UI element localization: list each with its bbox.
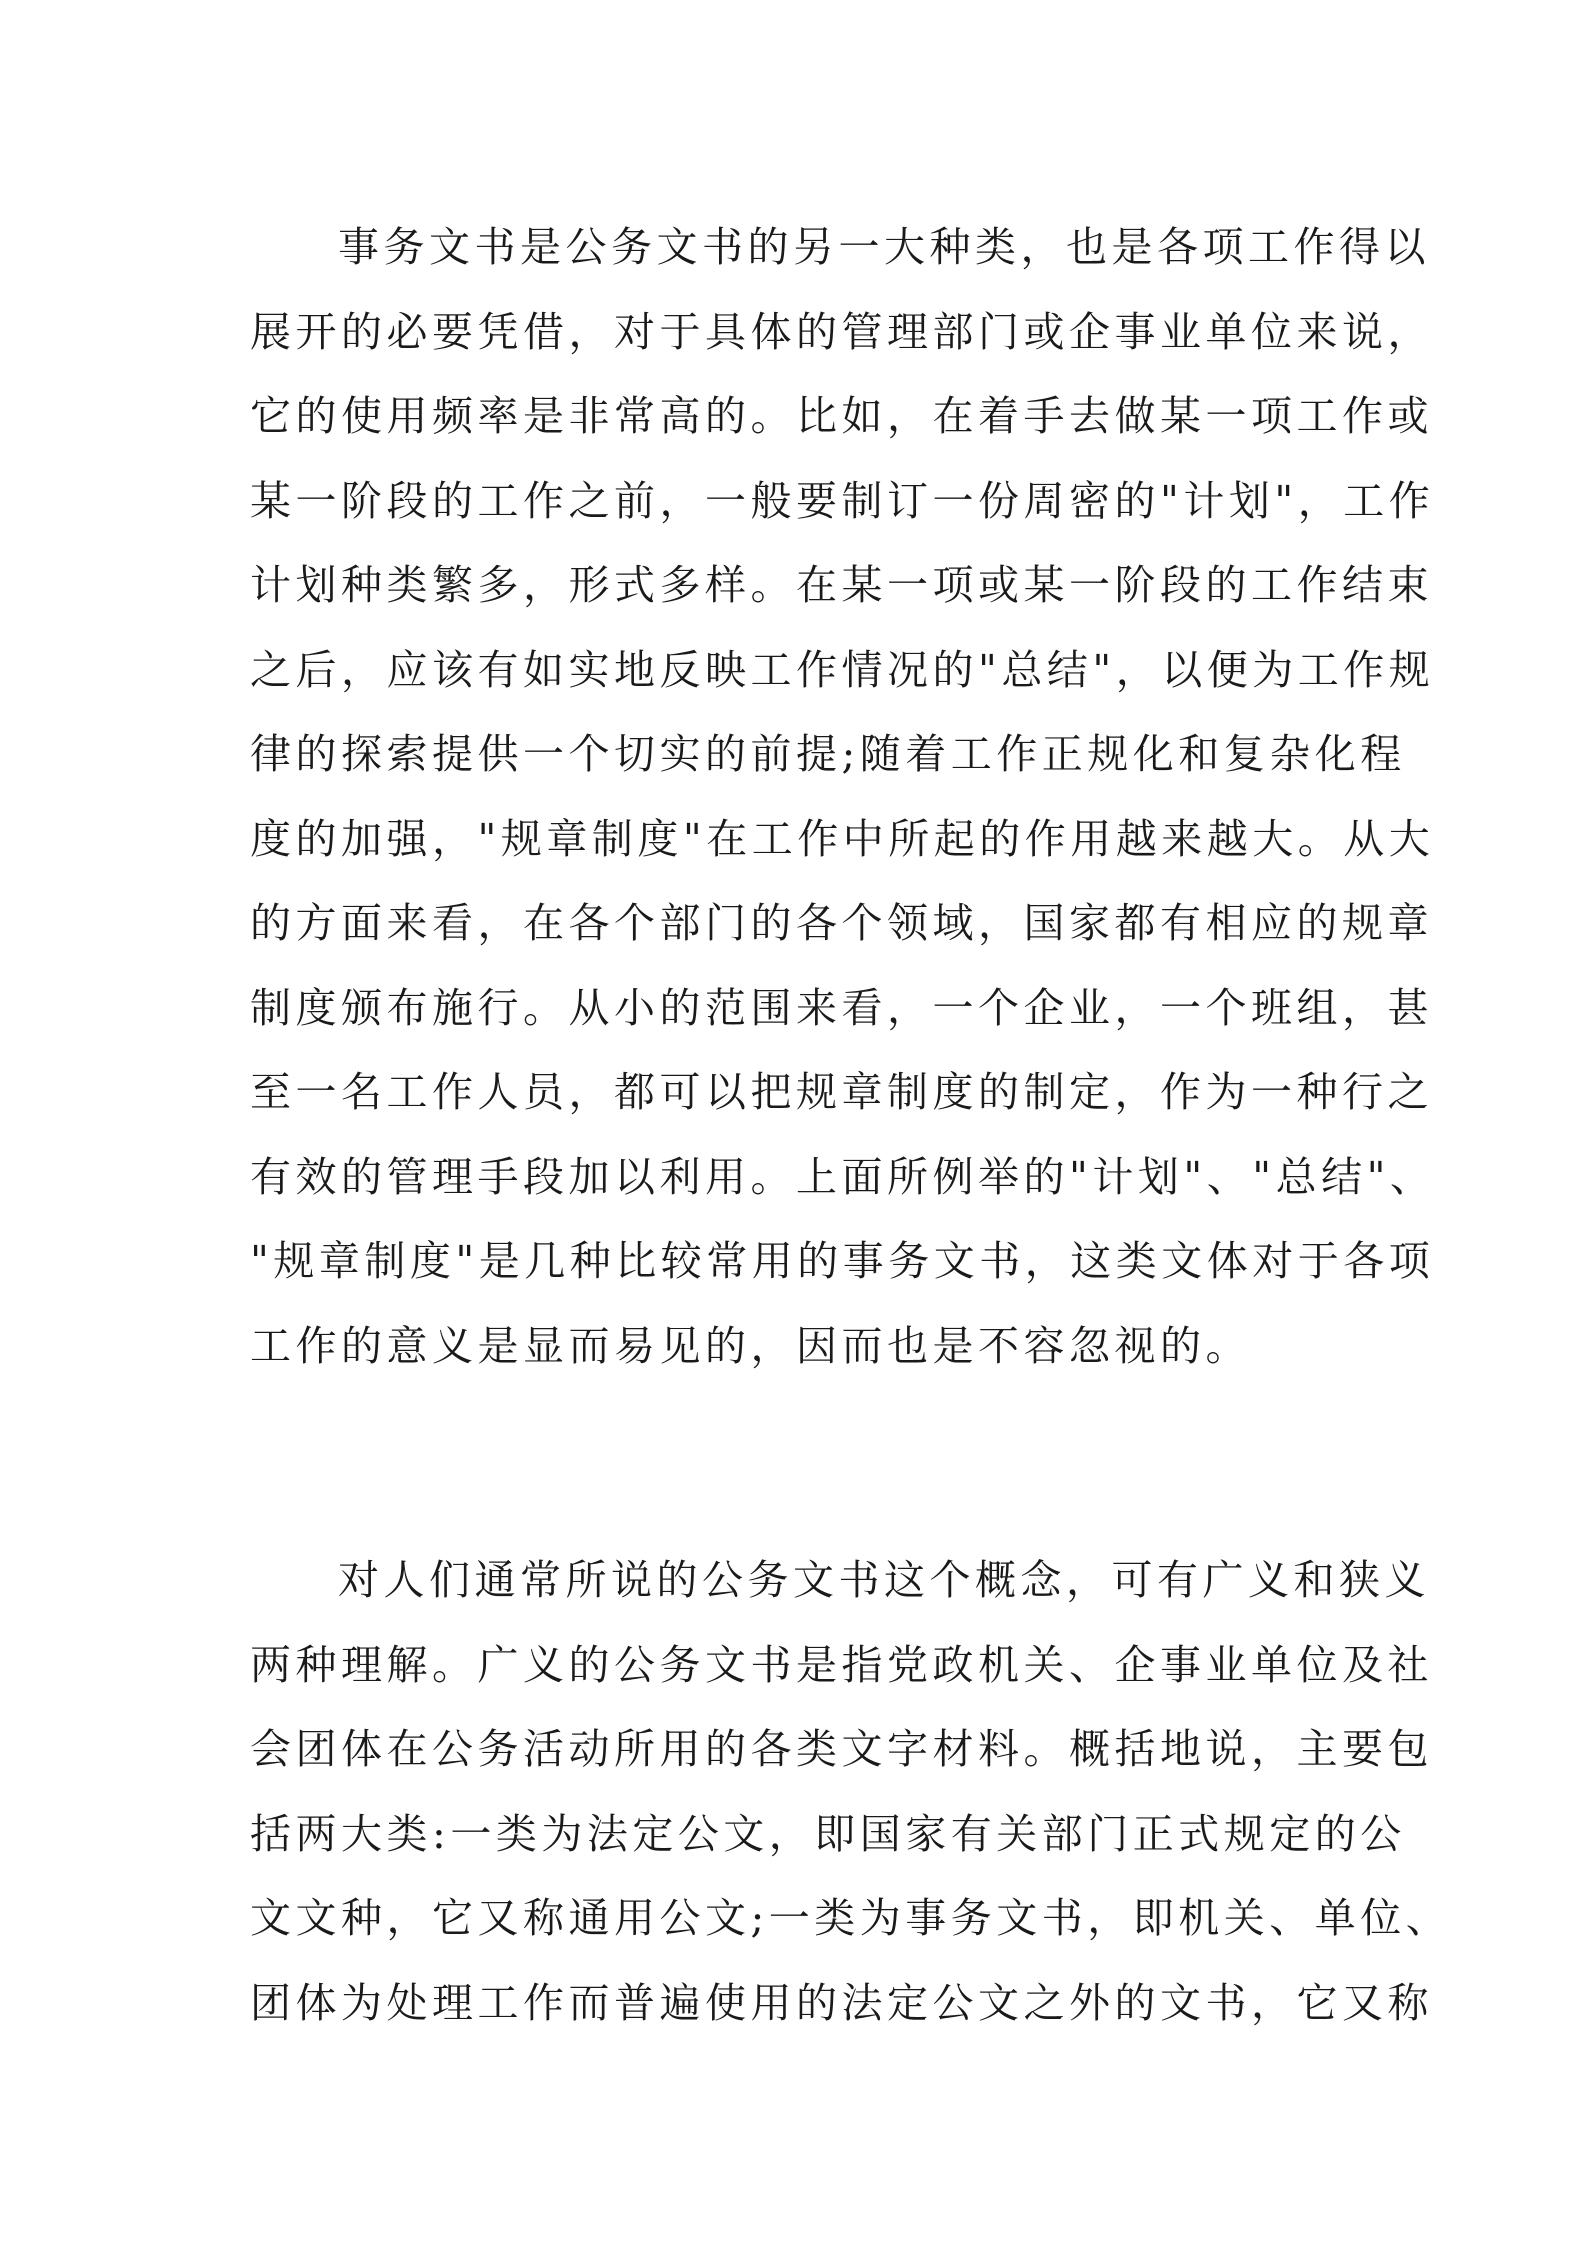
text-line: 文文种，它又称通用公文;一类为事务文书，即机关、单位、	[250, 1894, 1452, 1942]
text-line: 会团体在公务活动所用的各类文字材料。概括地说，主要包	[250, 1725, 1433, 1773]
text-line: 度的加强，"规章制度"在工作中所起的作用越来越大。从大	[250, 814, 1435, 863]
text-line: 有效的管理手段加以利用。上面所例举的"计划"、"总结"、	[250, 1152, 1436, 1201]
text-line: 的方面来看，在各个部门的各个领域，国家都有相应的规章	[250, 899, 1433, 947]
text-line: 两种理解。广义的公务文书是指党政机关、企事业单位及社	[250, 1640, 1433, 1689]
text-line: 团体为处理工作而普遍使用的法定公文之外的文书，它又称	[250, 1978, 1433, 2027]
text-line: 对人们通常所说的公务文书这个概念，可有广义和狭义	[338, 1556, 1430, 1604]
text-line: 制度颁布施行。从小的范围来看，一个企业，一个班组，甚	[250, 983, 1433, 1032]
text-line: 至一名工作人员，都可以把规章制度的制定，作为一种行之	[250, 1068, 1433, 1116]
paragraph-1	[250, 205, 1436, 1388]
paragraph-2	[250, 1538, 1452, 2045]
text-line: 计划种类繁多，形式多样。在某一项或某一阶段的工作结束	[250, 561, 1433, 609]
text-line: 律的探索提供一个切实的前提;随着工作正规化和复杂化程	[250, 730, 1406, 778]
text-line: 展开的必要凭借，对于具体的管理部门或企事业单位来说，	[250, 307, 1433, 356]
text-line: 工作的意义是显而易见的，因而也是不容忽视的。	[250, 1321, 1251, 1370]
text-line: 之后，应该有如实地反映工作情况的"总结"，以便为工作规	[250, 645, 1435, 694]
text-line: "规章制度"是几种比较常用的事务文书，这类文体对于各项	[250, 1237, 1435, 1285]
text-line: 它的使用频率是非常高的。比如，在着手去做某一项工作或	[250, 392, 1433, 440]
text-line: 某一阶段的工作之前，一般要制订一份周密的"计划"，工作	[250, 476, 1435, 525]
text-line: 括两大类:一类为法定公文，即国家有关部门正式规定的公	[250, 1809, 1406, 1858]
text-line: 事务文书是公务文书的另一大种类，也是各项工作得以	[338, 223, 1430, 271]
